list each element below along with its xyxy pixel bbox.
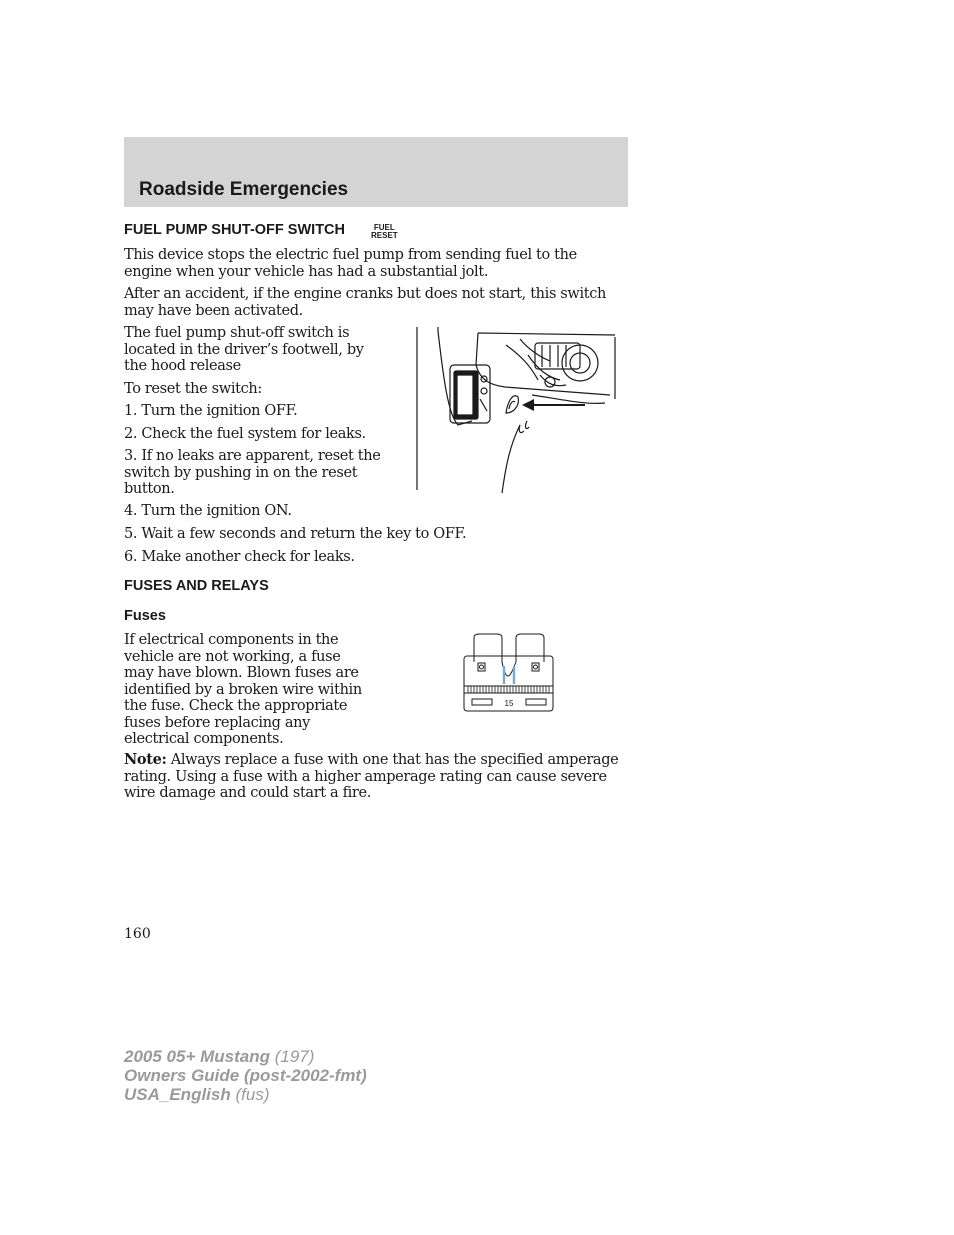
footer-model-code: (197): [274, 1047, 315, 1066]
fuel-pump-location-text: The fuel pump shut-off switch is located in the driver’s footwell, by the hood release: [124, 325, 364, 374]
note-label: Note:: [124, 751, 167, 768]
footer-model: 2005 05+ Mustang: [124, 1047, 270, 1066]
fuse-rating-label: 15: [504, 699, 514, 708]
reset-step-2: 2. Check the fuel system for leaks.: [124, 426, 366, 442]
fuel-reset-icon: FUEL RESET: [371, 223, 398, 240]
footer-guide: Owners Guide (post-2002-fmt): [124, 1066, 367, 1085]
reset-intro-text: To reset the switch:: [124, 381, 262, 397]
fuses-paragraph: If electrical components in the vehicle are not working, a fuse may have blown. Blown fuses are identified by a broken wire within the fuse. Check the appropriate fuses before replacing any electrical components.: [124, 632, 362, 747]
note-text: Always replace a fuse with one that has the specified amperage rating. Using a fuse with a higher amperage rating can cause severe wire damage and could start a fire.: [124, 752, 619, 801]
fuel-pump-paragraph-2: After an accident, if the engine cranks but does not start, this switch may have been activated.: [124, 286, 606, 319]
fuses-relays-heading: FUSES AND RELAYS: [124, 578, 269, 594]
section-title: Roadside Emergencies: [139, 179, 349, 200]
fuse-note: [124, 752, 628, 802]
footer-language: USA_English: [124, 1085, 231, 1104]
reset-step-1: 1. Turn the ignition OFF.: [124, 403, 298, 419]
fuel-pump-heading: FUEL PUMP SHUT-OFF SWITCH: [124, 222, 345, 238]
reset-step-4: 4. Turn the ignition ON.: [124, 503, 292, 519]
reset-step-5: 5. Wait a few seconds and return the key to OFF.: [124, 526, 467, 542]
document-footer: [124, 1047, 367, 1104]
footer-language-code: (fus): [235, 1085, 270, 1104]
reset-step-6: 6. Make another check for leaks.: [124, 549, 355, 565]
fuses-subheading: Fuses: [124, 608, 166, 624]
reset-step-3: 3. If no leaks are apparent, reset the switch by pushing in on the reset button.: [124, 448, 381, 497]
fuse-illustration: [462, 632, 556, 714]
page-number: 160: [124, 926, 151, 942]
section-header-band: [124, 137, 628, 207]
fuel-pump-paragraph-1: This device stops the electric fuel pump from sending fuel to the engine when your vehicle has had a substantial jolt.: [124, 247, 577, 280]
fuel-pump-switch-illustration: [410, 325, 620, 495]
